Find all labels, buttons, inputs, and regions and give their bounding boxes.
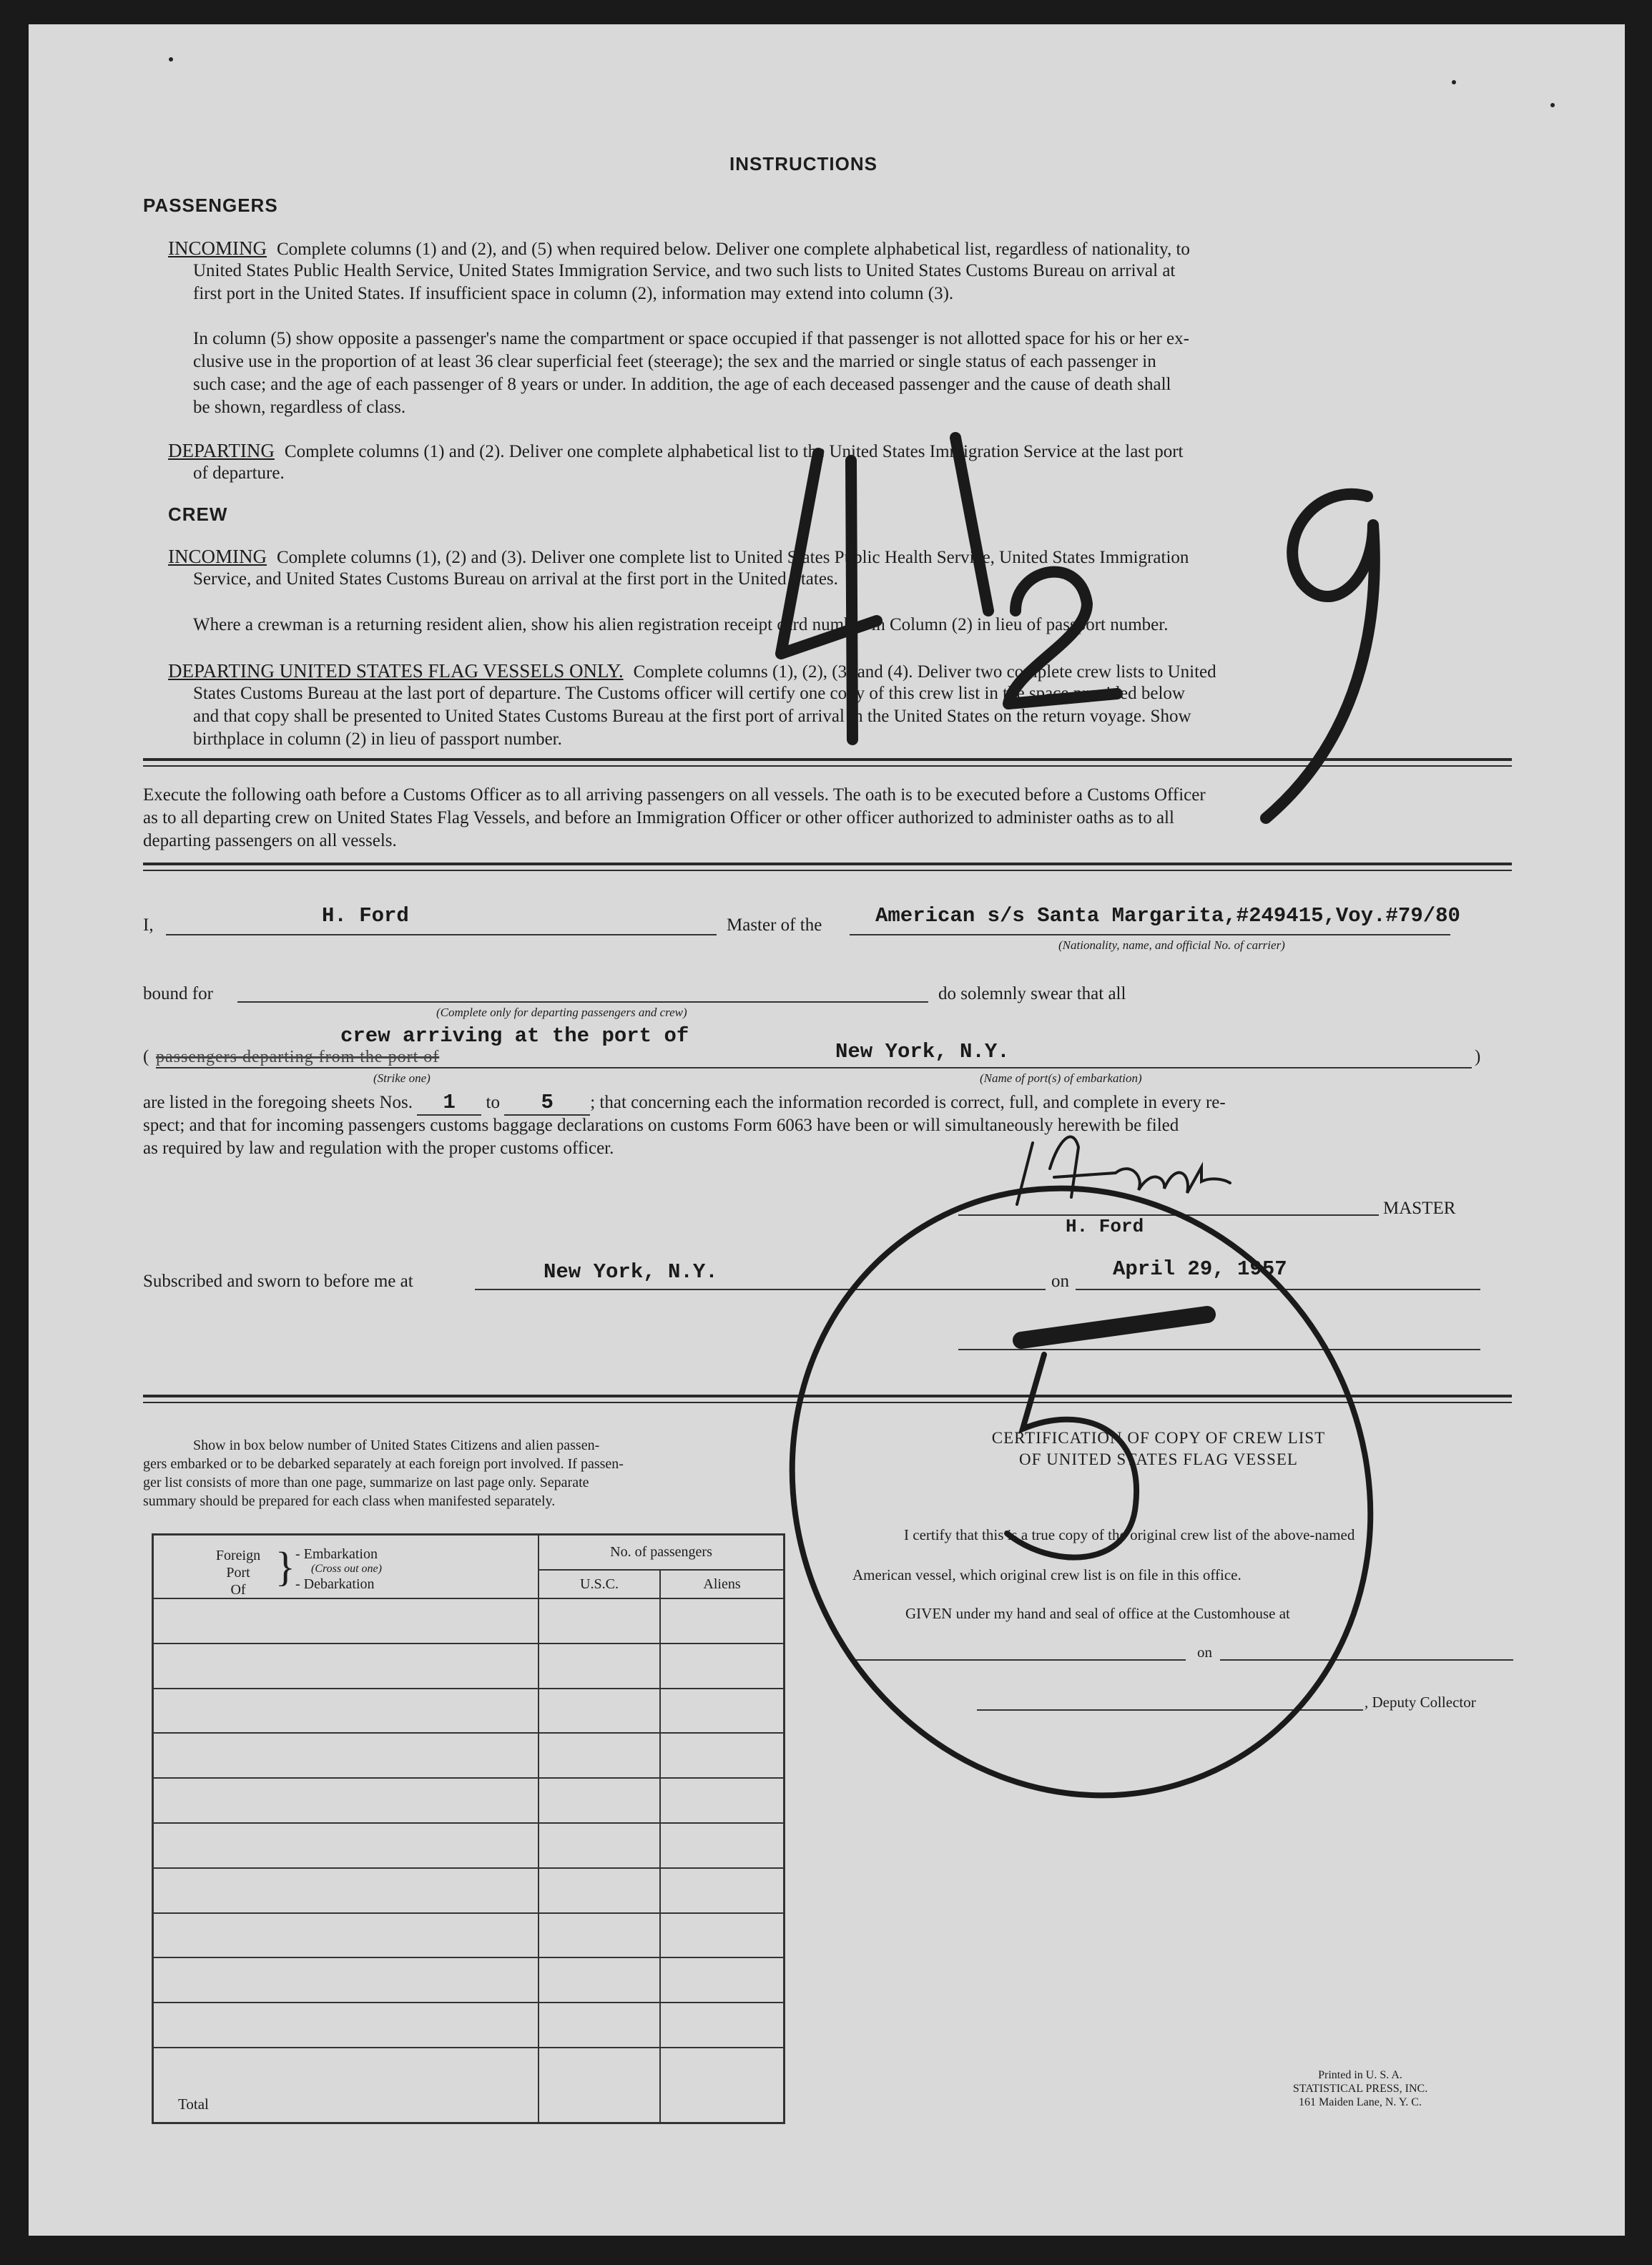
printer-line2: STATISTICAL PRESS, INC. [1292, 2083, 1428, 2095]
column5-line4: be shown, regardless of class. [193, 398, 406, 417]
port-cell[interactable] [154, 1823, 539, 1868]
usc-cell[interactable] [539, 1689, 660, 1734]
divider [143, 863, 1512, 865]
aliens-cell[interactable] [660, 1733, 783, 1778]
master-signature [1017, 1137, 1230, 1204]
sworn-place-field[interactable]: New York, N.Y. [544, 1260, 718, 1284]
crew-flag-line4: birthplace in column (2) in lieu of passport number. [193, 729, 562, 749]
divider [143, 758, 1512, 761]
port-field[interactable]: New York, N.Y. [835, 1040, 1010, 1063]
master-typed-name: H. Ford [1066, 1216, 1144, 1237]
port-cell[interactable] [154, 1957, 539, 2003]
oath-line1: Execute the following oath before a Customs Officer as to all arriving passengers on all vessels. The oath is to be executed before a Customs Officer [143, 785, 1206, 805]
aliens-cell[interactable] [660, 1598, 783, 1644]
usc-cell[interactable] [539, 1957, 660, 2003]
crew-flag-line1 [168, 659, 1216, 684]
bound-for-label: bound for [143, 984, 213, 1003]
port-cell[interactable] [154, 1733, 539, 1778]
foreign-port-header [154, 1536, 539, 1598]
crew-resident-line: Where a crewman is a returning resident alien, show his alien registration receipt card number in Column (2) in lieu of passport number. [193, 615, 1169, 634]
summary-instr-line1: Show in box below number of United States Citizens and alien passen- [193, 1438, 600, 1453]
passengers-heading: PASSENGERS [143, 195, 278, 216]
total-usc-cell[interactable] [539, 2048, 660, 2122]
usc-cell[interactable] [539, 1778, 660, 1823]
struck-option: passengers departing from the port of [156, 1048, 440, 1066]
no-passengers-header: No. of passengers [539, 1536, 783, 1570]
port-cell[interactable] [154, 1868, 539, 1913]
sworn-place-line [475, 1289, 1046, 1290]
printer-line1: Printed in U. S. A. [1318, 2069, 1402, 2081]
port-cell[interactable] [154, 1778, 539, 1823]
to-label: to [486, 1093, 500, 1112]
oath-line2: as to all departing crew on United States Flag Vessels, and before an Immigration Officer or other officer authorized to administer oaths as to all [143, 808, 1174, 827]
table-row [154, 1868, 783, 1913]
crew-incoming-line1 [168, 545, 1189, 569]
bound-for-caption: (Complete only for departing passengers and crew) [436, 1006, 687, 1019]
summary-box [152, 1533, 785, 2124]
printer-line3: 161 Maiden Lane, N. Y. C. [1299, 2096, 1422, 2108]
passengers-departing-line2: of departure. [193, 463, 285, 483]
port-cell[interactable] [154, 1644, 539, 1689]
aliens-cell[interactable] [660, 1868, 783, 1913]
crew-incoming-label: INCOMING [168, 546, 267, 567]
master-of-label: Master of the [727, 915, 822, 935]
passengers-departing-text: Complete columns (1) and (2). Deliver one complete alphabetical list to the United States Immigration Service at the last port [284, 442, 1184, 461]
i-label: I, [143, 915, 154, 935]
column5-line3: such case; and the age of each passenger of 8 years or under. In addition, the age of each deceased passenger and the cause of death shall [193, 375, 1171, 394]
page-title: INSTRUCTIONS [729, 153, 877, 175]
brace-glyph: } [275, 1543, 295, 1590]
deputy-collector-line[interactable] [977, 1709, 1363, 1711]
aliens-header: Aliens [660, 1570, 783, 1598]
passengers-incoming-label: INCOMING [168, 237, 267, 259]
listed-line2: spect; and that for incoming passengers customs baggage declarations on customs Form 6063 have been or will simultaneously herewith be filed [143, 1116, 1179, 1135]
speck [1452, 80, 1456, 84]
typed-phrase[interactable]: crew arriving at the port of [340, 1024, 689, 1048]
sheet-to-field[interactable] [504, 1091, 590, 1116]
table-row [154, 1957, 783, 2003]
cross-out-note: (Cross out one) [311, 1563, 382, 1575]
listed-line3: as required by law and regulation with the proper customs officer. [143, 1139, 614, 1158]
cert-line3: GIVEN under my hand and seal of office at the Customhouse at [905, 1605, 1290, 1622]
usc-cell[interactable] [539, 1733, 660, 1778]
certification-title1: CERTIFICATION OF COPY OF CREW LIST [991, 1429, 1326, 1447]
passengers-departing-label: DEPARTING [168, 440, 275, 461]
port-cell[interactable] [154, 1689, 539, 1734]
passengers-incoming-text: Complete columns (1) and (2), and (5) when required below. Deliver one complete alphabetical list, regardless of nationality, to [277, 240, 1190, 259]
embarkation-label[interactable]: - Embarkation [295, 1546, 378, 1562]
handwritten-number: 4129 [851, 854, 852, 855]
port-label: Port [226, 1565, 250, 1581]
crew-heading: CREW [168, 503, 228, 525]
usc-cell[interactable] [539, 1823, 660, 1868]
table-row [154, 1598, 783, 1644]
form-page [29, 24, 1625, 2236]
aliens-cell[interactable] [660, 1644, 783, 1689]
vessel-line [850, 934, 1450, 935]
close-paren: ) [1475, 1047, 1481, 1066]
crew-flag-line2: States Customs Bureau at the last port of departure. The Customs officer will certify one copy of this crew list in the space provided below [193, 684, 1185, 703]
subscribed-label: Subscribed and sworn to before me at [143, 1272, 413, 1291]
sheet-to-value: 5 [541, 1091, 554, 1114]
divider [143, 870, 1512, 871]
aliens-cell[interactable] [660, 2003, 783, 2048]
port-cell[interactable] [154, 1598, 539, 1644]
usc-cell[interactable] [539, 2003, 660, 2048]
circle-annotation [687, 1086, 1477, 1898]
total-row [154, 2048, 783, 2122]
swear-label: do solemnly swear that all [938, 984, 1126, 1003]
passengers-incoming-line1 [168, 237, 1190, 261]
usc-cell[interactable] [539, 1868, 660, 1913]
summary-instr-line2: gers embarked or to be debarked separately at each foreign port involved. If passen- [143, 1456, 624, 1472]
summary-table [154, 1536, 783, 2122]
total-label: Total [154, 2048, 539, 2122]
strike-caption: (Strike one) [373, 1071, 431, 1085]
master-name-line [166, 934, 717, 935]
certification-title2: OF UNITED STATES FLAG VESSEL [1019, 1450, 1298, 1468]
sworn-on-label: on [1051, 1272, 1069, 1291]
debarkation-label[interactable]: - Debarkation [295, 1576, 375, 1592]
of-label: Of [230, 1582, 246, 1598]
foreign-label: Foreign [215, 1548, 261, 1563]
port-cell[interactable] [154, 1913, 539, 1958]
aliens-cell[interactable] [660, 1778, 783, 1823]
divider [143, 1402, 1512, 1403]
vessel-caption: (Nationality, name, and official No. of carrier) [1058, 938, 1285, 952]
total-aliens-cell[interactable] [660, 2048, 783, 2122]
printer-imprint [1253, 2068, 1467, 2109]
sheet-from-value: 1 [443, 1091, 456, 1114]
master-signature-line[interactable] [958, 1214, 1379, 1216]
table-row [154, 1823, 783, 1868]
passengers-incoming-line2: United States Public Health Service, United States Immigration Service, and two such lists to United States Customs Bureau on arrival at [193, 261, 1176, 280]
cert-on-label: on [1197, 1644, 1212, 1661]
aliens-cell[interactable] [660, 1689, 783, 1734]
speck [1550, 103, 1555, 107]
port-line [156, 1067, 1472, 1068]
aliens-cell[interactable] [660, 1957, 783, 2003]
certification-title [958, 1428, 1359, 1470]
crew-incoming-line2: Service, and United States Customs Bureau on arrival at the first port in the United States. [193, 569, 838, 589]
deputy-collector-label: , Deputy Collector [1365, 1694, 1476, 1711]
usc-cell[interactable] [539, 1913, 660, 1958]
vessel-field[interactable]: American s/s Santa Margarita,#249415,Voy.#79/80 [875, 904, 1460, 928]
sworn-date-field[interactable]: April 29, 1957 [1113, 1257, 1287, 1281]
usc-cell[interactable] [539, 1644, 660, 1689]
port-caption: (Name of port(s) of embarkation) [980, 1071, 1142, 1085]
cert-line2: American vessel, which original crew list is on file in this office. [852, 1566, 1242, 1583]
summary-instructions [143, 1436, 758, 1510]
sworn-date-line [1076, 1289, 1480, 1290]
open-paren: ( [143, 1047, 149, 1066]
table-row [154, 1689, 783, 1734]
summary-header-row [154, 1536, 783, 1570]
table-row [154, 1733, 783, 1778]
listed-rest: ; that concerning each the information recorded is correct, full, and complete in every re- [590, 1093, 1226, 1112]
crew-incoming-text: Complete columns (1), (2) and (3). Deliver one complete list to United States Public Health Service, United States Immigration [277, 548, 1189, 567]
master-label: MASTER [1383, 1199, 1456, 1218]
summary-instr-line4: summary should be prepared for each class when manifested separately. [143, 1493, 556, 1509]
bound-for-line[interactable] [237, 1001, 928, 1003]
column5-line1: In column (5) show opposite a passenger's name the compartment or space occupied if that passenger is not allotted space for his or her ex- [193, 329, 1189, 348]
speck [169, 57, 173, 62]
crew-flag-line3: and that copy shall be presented to United States Customs Bureau at the first port of arrival in the United States on the return voyage. Show [193, 707, 1191, 726]
cert-date-line[interactable] [1220, 1659, 1513, 1661]
divider [143, 765, 1512, 767]
table-row [154, 1913, 783, 1958]
aliens-cell[interactable] [660, 1913, 783, 1958]
table-row [154, 1644, 783, 1689]
oath-line3: departing passengers on all vessels. [143, 831, 397, 850]
usc-cell[interactable] [539, 1598, 660, 1644]
passengers-departing-line1 [168, 439, 1184, 463]
column5-line2: clusive use in the proportion of at least 36 clear superficial feet (steerage); the sex and the married or single status of each passenger in [193, 352, 1156, 371]
crew-flag-text: Complete columns (1), (2), (3) and (4). Deliver two complete crew lists to United [633, 662, 1216, 682]
sheet-from-field[interactable] [417, 1091, 481, 1116]
port-cell[interactable] [154, 2003, 539, 2048]
table-row [154, 1778, 783, 1823]
officer-signature-line[interactable] [958, 1349, 1480, 1350]
listed-label: are listed in the foregoing sheets Nos. [143, 1093, 413, 1112]
summary-instr-line3: ger list consists of more than one page, summarize on last page only. Separate [143, 1475, 589, 1490]
divider [143, 1395, 1512, 1397]
usc-header: U.S.C. [539, 1570, 660, 1598]
crew-flag-label: DEPARTING UNITED STATES FLAG VESSELS ONLY. [168, 660, 624, 682]
passengers-incoming-line3: first port in the United States. If insufficient space in column (2), information may extend into column (3). [193, 284, 954, 303]
cert-line1: I certify that this is a true copy of the original crew list of the above-named [904, 1526, 1355, 1543]
customhouse-line[interactable] [852, 1659, 1186, 1661]
table-row [154, 2003, 783, 2048]
aliens-cell[interactable] [660, 1823, 783, 1868]
master-name-field[interactable]: H. Ford [322, 904, 409, 928]
listed-line1 [143, 1091, 1226, 1116]
